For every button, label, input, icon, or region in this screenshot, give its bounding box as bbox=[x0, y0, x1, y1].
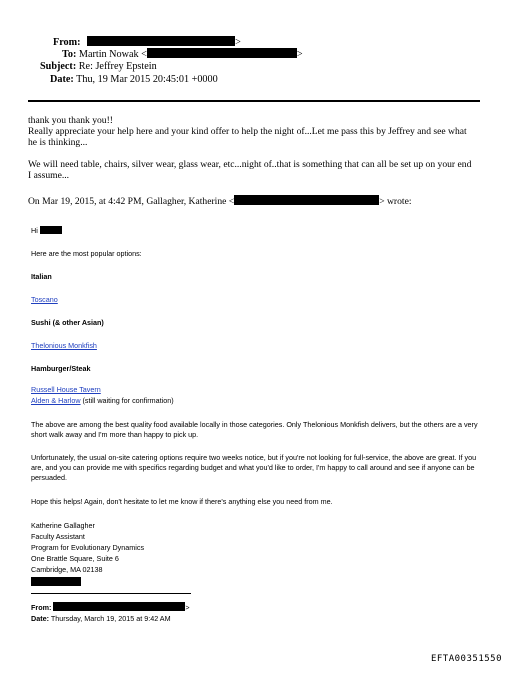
reply-line-2: Really appreciate your help here and your kind offer to help the night of...Let me pass this by Jeffrey and see what he is thinking... bbox=[28, 126, 467, 149]
quote-intro-text: On Mar 19, 2015, at 4:42 PM, Gallagher, Katherine < bbox=[28, 196, 235, 207]
category-sushi: Sushi (& other Asian) bbox=[31, 318, 104, 327]
options-intro: Here are the most popular options: bbox=[31, 249, 142, 258]
to-name: Martin Nowak < bbox=[78, 49, 147, 60]
subject-label: Subject: bbox=[40, 61, 77, 72]
header-date-row bbox=[50, 74, 218, 86]
greeting-row bbox=[31, 226, 62, 236]
quoted-date-value: Thursday, March 19, 2015 at 9:42 AM bbox=[50, 614, 171, 623]
from-close: > bbox=[235, 37, 241, 48]
to-close: > bbox=[296, 49, 303, 60]
quoted-from-row bbox=[31, 602, 190, 613]
link-thelonious-monkfish[interactable]: Thelonious Monkfish bbox=[31, 341, 97, 350]
link-toscano-row bbox=[31, 295, 58, 305]
redaction-greeting bbox=[40, 226, 62, 234]
reply-line-3: We will need table, chairs, silver wear, glass wear, etc...night of..that is something that can all be set up on your end I assume... bbox=[28, 159, 472, 182]
link-toscano[interactable]: Toscano bbox=[31, 295, 58, 304]
date-label: Date: bbox=[50, 74, 74, 85]
greeting: Hi bbox=[31, 226, 38, 235]
header-divider bbox=[28, 100, 480, 102]
alden-note: (still waiting for confirmation) bbox=[80, 396, 174, 405]
signature-city: Cambridge, MA 02138 bbox=[31, 565, 103, 574]
link-alden-row bbox=[31, 396, 174, 406]
quoted-date-row bbox=[31, 614, 171, 624]
from-label: From: bbox=[53, 37, 81, 48]
redaction-quoted-from bbox=[53, 602, 185, 611]
category-hamburger-steak: Hamburger/Steak bbox=[31, 364, 91, 373]
category-italian: Italian bbox=[31, 272, 52, 281]
quote-intro-wrote: > wrote: bbox=[379, 196, 412, 207]
signature-name: Katherine Gallagher bbox=[31, 521, 95, 530]
signature-title: Faculty Assistant bbox=[31, 532, 85, 541]
link-monkfish-row bbox=[31, 341, 97, 351]
subject-value: Re: Jeffrey Epstein bbox=[78, 61, 157, 72]
redaction-from bbox=[87, 36, 235, 46]
signature-program: Program for Evolutionary Dynamics bbox=[31, 543, 145, 552]
to-label: To: bbox=[62, 49, 77, 60]
reply-line-1: thank you thank you!! bbox=[28, 115, 113, 126]
paragraph-closing: Hope this helps! Again, don't hesitate to let me know if there's anything else you need from me. bbox=[31, 497, 333, 506]
signature-address: One Brattle Square, Suite 6 bbox=[31, 554, 119, 563]
quote-separator bbox=[31, 593, 191, 594]
link-russell-row bbox=[31, 385, 101, 395]
paragraph-catering: Unfortunately, the usual on-site catering options require two weeks notice, but if you're not looking for full-service, the above are great. If you are, and you can provide me with specifics regarding budget and what you'd like to order, I'm happy to call around and see if anyone can be persuaded. bbox=[31, 453, 477, 482]
redaction-katherine-email bbox=[234, 195, 379, 205]
quote-intro bbox=[28, 195, 412, 207]
document-id: EFTA00351550 bbox=[430, 654, 502, 664]
date-value: Thu, 19 Mar 2015 20:45:01 +0000 bbox=[76, 74, 218, 85]
redaction-signature-phone bbox=[31, 577, 81, 586]
quoted-from-close: > bbox=[185, 603, 190, 612]
paragraph-quality: The above are among the best quality food available locally in those categories. Only Thelonious Monkfish delivers, but the others are a very short walk away and I'm more than happy to pick up. bbox=[31, 420, 478, 439]
quoted-from-label: From: bbox=[31, 603, 52, 612]
header-subject-row bbox=[40, 61, 157, 73]
header-to-row bbox=[62, 48, 303, 61]
quoted-date-label: Date: bbox=[31, 614, 49, 623]
redaction-to bbox=[147, 48, 297, 58]
link-alden-harlow[interactable]: Alden & Harlow bbox=[31, 396, 81, 405]
link-russell-house-tavern[interactable]: Russell House Tavern bbox=[31, 385, 101, 394]
